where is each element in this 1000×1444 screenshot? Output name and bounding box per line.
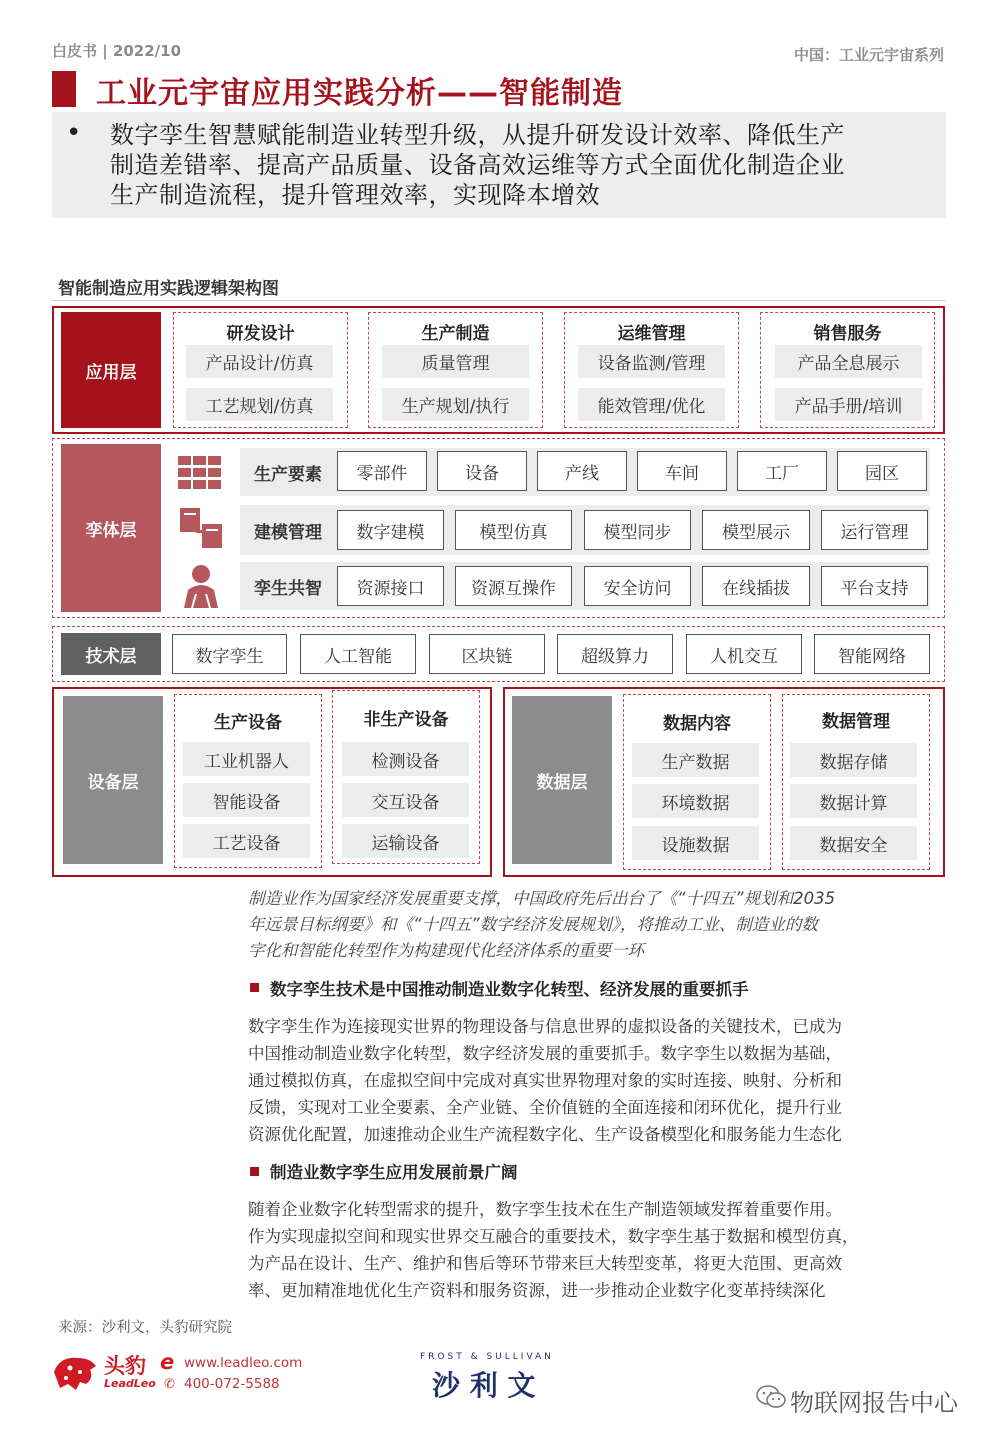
device-item: 交互设备: [342, 783, 469, 817]
device-item: 工艺设备: [183, 824, 310, 858]
data-item: 数据存储: [790, 743, 917, 777]
app-item: 产品全息展示: [775, 345, 922, 378]
device-group-title: 生产设备: [214, 713, 282, 733]
twin-item: 模型仿真: [455, 510, 572, 550]
twin-item: 车间: [637, 451, 727, 491]
twin-item: 在线插拔: [702, 566, 810, 606]
twin-item: 设备: [437, 451, 527, 491]
leadleo-brand: 头豹: [104, 1354, 146, 1378]
twin-item: 园区: [837, 451, 927, 491]
app-layer-label: 应用层: [61, 312, 161, 428]
documents-icon: [180, 508, 224, 554]
section-heading: 制造业数字孪生应用发展前景广阔: [270, 1163, 518, 1182]
section-paragraph: [248, 1196, 948, 1304]
tech-item: 人工智能: [300, 634, 416, 674]
paragraph-line: 率、更加精准地优化生产资料和服务资源，进一步推动企业数字化变革持续深化: [248, 1281, 826, 1300]
section-bullet: [250, 983, 259, 992]
phone-icon: ✆: [164, 1377, 175, 1392]
tech-item: 智能网络: [814, 634, 930, 674]
data-group-title: 数据内容: [663, 714, 731, 734]
paragraph-line: 作为实现虚拟空间和现实世界交互融合的重要技术，数字孪生基于数据和模型仿真，: [248, 1227, 859, 1246]
tech-layer-label: 技术层: [61, 633, 161, 675]
diagram-title: 智能制造应用实践逻辑架构图: [58, 279, 279, 299]
summary-text: [110, 120, 910, 210]
twin-item: 资源互操作: [455, 566, 572, 606]
data-item: 环境数据: [632, 784, 759, 818]
summary-bullet: •: [66, 118, 82, 148]
caption-line: 制造业作为国家经济发展重要支撑，中国政府先后出台了《“十四五”规划和2035: [248, 889, 836, 908]
twin-row-label: 孪生共智: [254, 578, 322, 599]
twin-layer-label: 孪体层: [61, 444, 161, 612]
twin-item: 工厂: [737, 451, 827, 491]
data-item: 数据计算: [790, 784, 917, 818]
frost-sullivan-cn: 沙 利 文: [432, 1369, 536, 1402]
app-group-title: 研发设计: [226, 324, 295, 344]
twin-item: 运行管理: [821, 510, 928, 550]
twin-item: 平台支持: [821, 566, 928, 606]
app-group-title: 生产制造: [421, 324, 490, 344]
twin-item: 产线: [537, 451, 627, 491]
person-icon: [178, 564, 224, 612]
device-item: 检测设备: [342, 742, 469, 776]
twin-row-label: 建模管理: [254, 522, 322, 543]
caption-line: 字化和智能化转型作为构建现代化经济体系的重要一环: [248, 941, 644, 960]
device-item: 智能设备: [183, 783, 310, 817]
paragraph-line: 资源优化配置，加速推动企业生产流程数字化、生产设备模型化和服务能力生态化: [248, 1125, 842, 1144]
paragraph-line: 通过模拟仿真，在虚拟空间中完成对真实世界物理对象的实时连接、映射、分析和: [248, 1071, 842, 1090]
device-layer-label: 设备层: [63, 696, 163, 864]
app-item: 能效管理/优化: [578, 388, 725, 421]
twin-item: 模型同步: [584, 510, 691, 550]
leadleo-sub: LeadLeo: [104, 1377, 156, 1390]
data-item: 数据安全: [790, 826, 917, 860]
diagram-caption: [248, 886, 948, 964]
website-link[interactable]: www.leadleo.com: [184, 1355, 303, 1371]
data-group-title: 数据管理: [822, 712, 890, 732]
frost-sullivan-en: FROST & SULLIVAN: [420, 1352, 554, 1362]
app-group-title: 销售服务: [813, 324, 882, 344]
paragraph-line: 反馈，实现对工业全要素、全产业链、全价值链的全面连接和闭环优化，提升行业: [248, 1098, 842, 1117]
data-item: 设施数据: [632, 826, 759, 860]
section-paragraph: [248, 1013, 948, 1148]
divider: [52, 300, 946, 301]
summary-line: 生产制造流程，提升管理效率，实现降本增效: [110, 181, 600, 209]
leadleo-e-mark: e: [160, 1350, 175, 1374]
app-item: 质量管理: [382, 345, 529, 378]
paragraph-line: 中国推动制造业数字化转型，数字经济发展的重要抓手。数字孪生以数据为基础，: [248, 1044, 842, 1063]
tech-item: 人机交互: [686, 634, 802, 674]
data-item: 生产数据: [632, 743, 759, 777]
page-title: 工业元宇宙应用实践分析——智能制造: [96, 76, 623, 111]
phone-number: 400-072-5588: [184, 1376, 280, 1392]
twin-item: 零部件: [337, 451, 427, 491]
twin-item: 数字建模: [337, 510, 444, 550]
summary-line: 数字孪生智慧赋能制造业转型升级，从提升研发设计效率、降低生产: [110, 121, 845, 149]
grid-icon: [178, 456, 222, 494]
twin-item: 安全访问: [584, 566, 691, 606]
app-item: 生产规划/执行: [382, 388, 529, 421]
caption-line: 年远景目标纲要》和《“十四五”数字经济发展规划》，将推动工业、制造业的数: [248, 915, 818, 934]
tech-item: 数字孪生: [172, 634, 287, 674]
tech-item: 超级算力: [557, 634, 673, 674]
paragraph-line: 为产品在设计、生产、维护和售后等环节带来巨大转型变革，将更大范围、更高效: [248, 1254, 842, 1273]
title-accent-bar: [52, 71, 76, 107]
series-name: 中国：工业元宇宙系列: [793, 46, 944, 64]
app-item: 设备监测/管理: [578, 345, 725, 378]
app-item: 产品手册/培训: [775, 388, 922, 421]
doc-type-date: 白皮书 | 2022/10: [52, 42, 182, 60]
twin-item: 模型展示: [702, 510, 810, 550]
paragraph-line: 随着企业数字化转型需求的提升，数字孪生技术在生产制造领域发挥着重要作用。: [248, 1200, 842, 1219]
watermark-text: 物联网报告中心: [790, 1389, 958, 1417]
source-note: 来源：沙利文，头豹研究院: [58, 1320, 232, 1336]
paragraph-line: 数字孪生作为连接现实世界的物理设备与信息世界的虚拟设备的关键技术，已成为: [248, 1017, 842, 1036]
device-item: 运输设备: [342, 824, 469, 858]
twin-row-label: 生产要素: [254, 464, 322, 485]
device-item: 工业机器人: [183, 742, 310, 776]
app-group-title: 运维管理: [617, 324, 686, 344]
app-item: 工艺规划/仿真: [186, 388, 333, 421]
section-heading: 数字孪生技术是中国推动制造业数字化转型、经济发展的重要抓手: [270, 980, 749, 999]
leopard-logo-icon: [50, 1352, 100, 1396]
twin-item: 资源接口: [337, 566, 444, 606]
data-layer-label: 数据层: [512, 696, 612, 864]
section-bullet: [250, 1167, 259, 1176]
tech-item: 区块链: [429, 634, 545, 674]
device-group-title: 非生产设备: [363, 710, 449, 730]
summary-line: 制造差错率、提高产品质量、设备高效运维等方式全面优化制造企业: [110, 151, 845, 179]
app-item: 产品设计/仿真: [186, 345, 333, 378]
wechat-icon: [756, 1385, 786, 1413]
